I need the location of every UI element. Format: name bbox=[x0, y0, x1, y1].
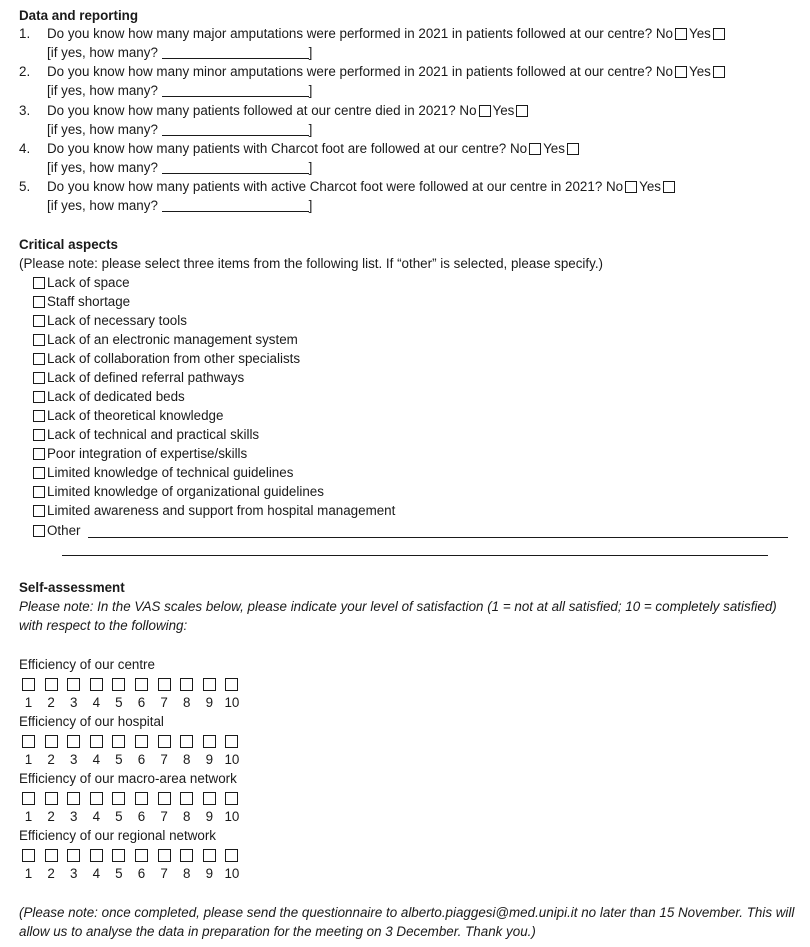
aspect-label: Lack of collaboration from other specialists bbox=[47, 351, 301, 366]
vas-box[interactable] bbox=[158, 735, 171, 748]
vas-number: 5 bbox=[115, 695, 123, 710]
how-many-field[interactable] bbox=[162, 46, 309, 59]
vas-box[interactable] bbox=[90, 735, 103, 748]
aspect-checkbox[interactable] bbox=[33, 296, 45, 308]
aspect-label: Staff shortage bbox=[47, 294, 131, 309]
aspect-item[interactable] bbox=[33, 313, 187, 329]
no-label: No bbox=[459, 103, 477, 118]
question-number: 2. bbox=[19, 64, 31, 79]
aspect-item[interactable] bbox=[33, 294, 130, 310]
vas-number: 4 bbox=[92, 809, 101, 824]
vas-box[interactable] bbox=[112, 849, 125, 862]
vas-box[interactable] bbox=[135, 792, 148, 805]
vas-number: 8 bbox=[182, 866, 191, 881]
other-specify-line[interactable] bbox=[88, 537, 788, 538]
aspect-other-label: Other bbox=[47, 523, 81, 538]
question-number: 4. bbox=[19, 141, 31, 156]
vas-number: 6 bbox=[137, 752, 146, 767]
vas-number: 6 bbox=[137, 809, 146, 824]
if-yes-suffix: ] bbox=[308, 83, 313, 98]
vas-number: 5 bbox=[115, 752, 123, 767]
no-label: No bbox=[655, 26, 673, 41]
aspect-checkbox[interactable] bbox=[33, 429, 45, 441]
vas-number: 4 bbox=[92, 752, 101, 767]
vas-scale-label: Efficiency of our regional network bbox=[19, 828, 216, 843]
vas-box[interactable] bbox=[90, 792, 103, 805]
aspect-checkbox[interactable] bbox=[33, 391, 45, 403]
if-yes-prefix: [if yes, how many? bbox=[47, 198, 158, 213]
no-label: No bbox=[655, 64, 673, 79]
vas-box[interactable] bbox=[158, 678, 171, 691]
vas-box[interactable] bbox=[112, 735, 125, 748]
aspect-item[interactable] bbox=[33, 351, 300, 367]
vas-scale-label: Efficiency of our hospital bbox=[19, 714, 164, 729]
vas-number: 4 bbox=[92, 866, 101, 881]
if-yes-line bbox=[47, 122, 312, 138]
if-yes-suffix: ] bbox=[308, 122, 313, 137]
vas-number: 7 bbox=[160, 809, 168, 824]
vas-box[interactable] bbox=[67, 735, 80, 748]
vas-box[interactable] bbox=[22, 735, 35, 748]
aspect-item[interactable] bbox=[33, 332, 298, 348]
vas-box[interactable] bbox=[22, 792, 35, 805]
vas-number: 2 bbox=[47, 866, 55, 881]
vas-number: 3 bbox=[69, 809, 78, 824]
vas-box[interactable] bbox=[22, 678, 35, 691]
vas-box[interactable] bbox=[203, 735, 216, 748]
if-yes-prefix: [if yes, how many? bbox=[47, 160, 158, 175]
if-yes-line bbox=[47, 160, 312, 176]
vas-number: 3 bbox=[69, 695, 78, 710]
vas-box[interactable] bbox=[225, 678, 238, 691]
vas-box[interactable] bbox=[45, 792, 58, 805]
vas-number: 10 bbox=[224, 752, 240, 767]
vas-box[interactable] bbox=[225, 792, 238, 805]
footer-note-line1: (Please note: once completed, please send the questionnaire to alberto.piaggesi@med.unipi.it no later than 15 November. This will bbox=[19, 905, 795, 920]
vas-number: 5 bbox=[115, 866, 123, 881]
section-heading-data-reporting: Data and reporting bbox=[19, 8, 139, 23]
how-many-field[interactable] bbox=[162, 199, 309, 212]
no-label: No bbox=[606, 179, 624, 194]
aspect-item[interactable] bbox=[33, 465, 293, 481]
aspect-item-other[interactable] bbox=[33, 523, 81, 539]
aspect-item[interactable] bbox=[33, 389, 185, 405]
self-assessment-note-line2: with respect to the following: bbox=[19, 618, 188, 633]
vas-box[interactable] bbox=[158, 792, 171, 805]
question-text: Do you know how many patients followed at our centre died in 2021? bbox=[47, 103, 456, 118]
vas-number: 9 bbox=[205, 809, 214, 824]
aspect-label: Limited knowledge of organizational guidelines bbox=[47, 484, 324, 499]
vas-number: 8 bbox=[182, 809, 191, 824]
aspect-item[interactable] bbox=[33, 275, 130, 291]
aspect-label: Lack of dedicated beds bbox=[47, 389, 185, 404]
question-line bbox=[47, 141, 579, 157]
vas-scale-label: Efficiency of our macro-area network bbox=[19, 771, 237, 786]
vas-number: 1 bbox=[24, 695, 33, 710]
yes-label: Yes bbox=[492, 103, 515, 118]
if-yes-prefix: [if yes, how many? bbox=[47, 45, 158, 60]
vas-number: 1 bbox=[24, 809, 33, 824]
yes-label: Yes bbox=[689, 64, 711, 79]
yes-checkbox[interactable] bbox=[516, 105, 528, 117]
if-yes-line bbox=[47, 45, 312, 61]
yes-checkbox[interactable] bbox=[663, 181, 675, 193]
vas-number: 9 bbox=[205, 695, 214, 710]
aspect-item[interactable] bbox=[33, 446, 247, 462]
vas-number: 7 bbox=[160, 752, 168, 767]
vas-box[interactable] bbox=[180, 735, 193, 748]
vas-box[interactable] bbox=[225, 849, 238, 862]
aspect-label: Lack of defined referral pathways bbox=[47, 370, 245, 385]
yes-checkbox[interactable] bbox=[713, 66, 725, 78]
aspect-other-checkbox[interactable] bbox=[33, 525, 45, 537]
vas-box[interactable] bbox=[45, 735, 58, 748]
aspect-label: Lack of technical and practical skills bbox=[47, 427, 260, 442]
vas-number: 4 bbox=[92, 695, 101, 710]
footer-note-line2: allow us to analyse the data in preparation for the meeting on 3 December. Thank you.) bbox=[19, 924, 536, 939]
aspect-label: Lack of necessary tools bbox=[47, 313, 187, 328]
how-many-field[interactable] bbox=[162, 84, 309, 97]
aspect-checkbox[interactable] bbox=[33, 353, 45, 365]
question-text: Do you know how many patients with Charcot foot are followed at our centre? bbox=[47, 141, 507, 156]
critical-aspects-note: (Please note: please select three items from the following list. If “other” is selected, please specify.) bbox=[19, 256, 603, 271]
vas-box[interactable] bbox=[22, 849, 35, 862]
section-heading-self-assessment: Self-assessment bbox=[19, 580, 125, 595]
self-assessment-note-line1: Please note: In the VAS scales below, please indicate your level of satisfaction (1 = not at all satisfied; 10 = completely satisfied) bbox=[19, 599, 777, 614]
if-yes-suffix: ] bbox=[308, 198, 313, 213]
vas-box[interactable] bbox=[45, 849, 58, 862]
aspect-label: Lack of an electronic management system bbox=[47, 332, 298, 347]
aspect-item[interactable] bbox=[33, 370, 244, 386]
vas-number: 9 bbox=[205, 752, 214, 767]
vas-box[interactable] bbox=[112, 792, 125, 805]
vas-box[interactable] bbox=[67, 849, 80, 862]
yes-checkbox[interactable] bbox=[567, 143, 579, 155]
question-text: Do you know how many major amputations were performed in 2021 in patients followed at our centre? bbox=[47, 26, 653, 41]
vas-box[interactable] bbox=[135, 678, 148, 691]
aspect-checkbox[interactable] bbox=[33, 334, 45, 346]
vas-box[interactable] bbox=[135, 849, 148, 862]
no-checkbox[interactable] bbox=[529, 143, 541, 155]
question-text: Do you know how many minor amputations were performed in 2021 in patients followed at our centre? bbox=[47, 64, 653, 79]
vas-number: 9 bbox=[205, 866, 214, 881]
aspect-label: Limited knowledge of technical guidelines bbox=[47, 465, 294, 480]
vas-box[interactable] bbox=[203, 849, 216, 862]
aspect-checkbox[interactable] bbox=[33, 372, 45, 384]
vas-box[interactable] bbox=[203, 792, 216, 805]
no-checkbox[interactable] bbox=[479, 105, 491, 117]
aspect-label: Lack of space bbox=[47, 275, 130, 290]
vas-number: 5 bbox=[115, 809, 123, 824]
question-number: 5. bbox=[19, 179, 31, 194]
aspect-checkbox[interactable] bbox=[33, 448, 45, 460]
vas-box[interactable] bbox=[112, 678, 125, 691]
question-number: 3. bbox=[19, 103, 31, 118]
vas-box[interactable] bbox=[180, 678, 193, 691]
vas-number: 2 bbox=[47, 752, 55, 767]
no-checkbox[interactable] bbox=[675, 66, 687, 78]
vas-number: 3 bbox=[69, 866, 78, 881]
vas-number: 7 bbox=[160, 695, 168, 710]
aspect-item[interactable] bbox=[33, 408, 223, 424]
aspect-item[interactable] bbox=[33, 427, 259, 443]
vas-box[interactable] bbox=[180, 849, 193, 862]
vas-number: 10 bbox=[224, 695, 240, 710]
vas-box[interactable] bbox=[90, 678, 103, 691]
aspect-item[interactable] bbox=[33, 503, 395, 519]
vas-box[interactable] bbox=[180, 792, 193, 805]
question-line bbox=[47, 64, 725, 80]
if-yes-line bbox=[47, 198, 312, 214]
aspect-checkbox[interactable] bbox=[33, 410, 45, 422]
aspect-label: Limited awareness and support from hospital management bbox=[47, 503, 396, 518]
if-yes-prefix: [if yes, how many? bbox=[47, 122, 158, 137]
vas-number: 1 bbox=[24, 752, 33, 767]
vas-box[interactable] bbox=[225, 735, 238, 748]
if-yes-prefix: [if yes, how many? bbox=[47, 83, 158, 98]
vas-number: 2 bbox=[47, 695, 55, 710]
vas-box[interactable] bbox=[45, 678, 58, 691]
question-line bbox=[47, 103, 528, 119]
how-many-field[interactable] bbox=[162, 161, 309, 174]
vas-box[interactable] bbox=[90, 849, 103, 862]
no-checkbox[interactable] bbox=[675, 28, 687, 40]
aspect-label: Lack of theoretical knowledge bbox=[47, 408, 224, 423]
question-line bbox=[47, 179, 675, 195]
aspect-checkbox[interactable] bbox=[33, 277, 45, 289]
vas-number: 10 bbox=[224, 866, 240, 881]
if-yes-line bbox=[47, 83, 312, 99]
vas-number: 7 bbox=[160, 866, 168, 881]
yes-checkbox[interactable] bbox=[713, 28, 725, 40]
vas-number: 10 bbox=[224, 809, 240, 824]
question-text: Do you know how many patients with active Charcot foot were followed at our centre in 2021? bbox=[47, 179, 603, 194]
how-many-field[interactable] bbox=[162, 123, 309, 136]
if-yes-suffix: ] bbox=[308, 160, 313, 175]
vas-box[interactable] bbox=[158, 849, 171, 862]
vas-number: 1 bbox=[24, 866, 33, 881]
vas-number: 6 bbox=[137, 866, 146, 881]
vas-number: 3 bbox=[69, 752, 78, 767]
question-line bbox=[47, 26, 725, 42]
question-number: 1. bbox=[19, 26, 31, 41]
vas-box[interactable] bbox=[67, 678, 80, 691]
yes-label: Yes bbox=[639, 179, 661, 194]
other-specify-line-2[interactable] bbox=[62, 555, 768, 556]
vas-scale-label: Efficiency of our centre bbox=[19, 657, 155, 672]
vas-box[interactable] bbox=[135, 735, 148, 748]
vas-number: 8 bbox=[182, 752, 191, 767]
aspect-checkbox[interactable] bbox=[33, 486, 45, 498]
aspect-checkbox[interactable] bbox=[33, 467, 45, 479]
vas-box[interactable] bbox=[67, 792, 80, 805]
no-checkbox[interactable] bbox=[625, 181, 637, 193]
vas-box[interactable] bbox=[203, 678, 216, 691]
vas-number: 6 bbox=[137, 695, 146, 710]
aspect-checkbox[interactable] bbox=[33, 505, 45, 517]
yes-label: Yes bbox=[543, 141, 565, 156]
vas-number: 2 bbox=[47, 809, 55, 824]
aspect-item[interactable] bbox=[33, 484, 324, 500]
section-heading-critical-aspects: Critical aspects bbox=[19, 237, 118, 252]
yes-label: Yes bbox=[689, 26, 711, 41]
no-label: No bbox=[509, 141, 528, 156]
aspect-label: Poor integration of expertise/skills bbox=[47, 446, 248, 461]
if-yes-suffix: ] bbox=[308, 45, 313, 60]
vas-number: 8 bbox=[182, 695, 191, 710]
aspect-checkbox[interactable] bbox=[33, 315, 45, 327]
